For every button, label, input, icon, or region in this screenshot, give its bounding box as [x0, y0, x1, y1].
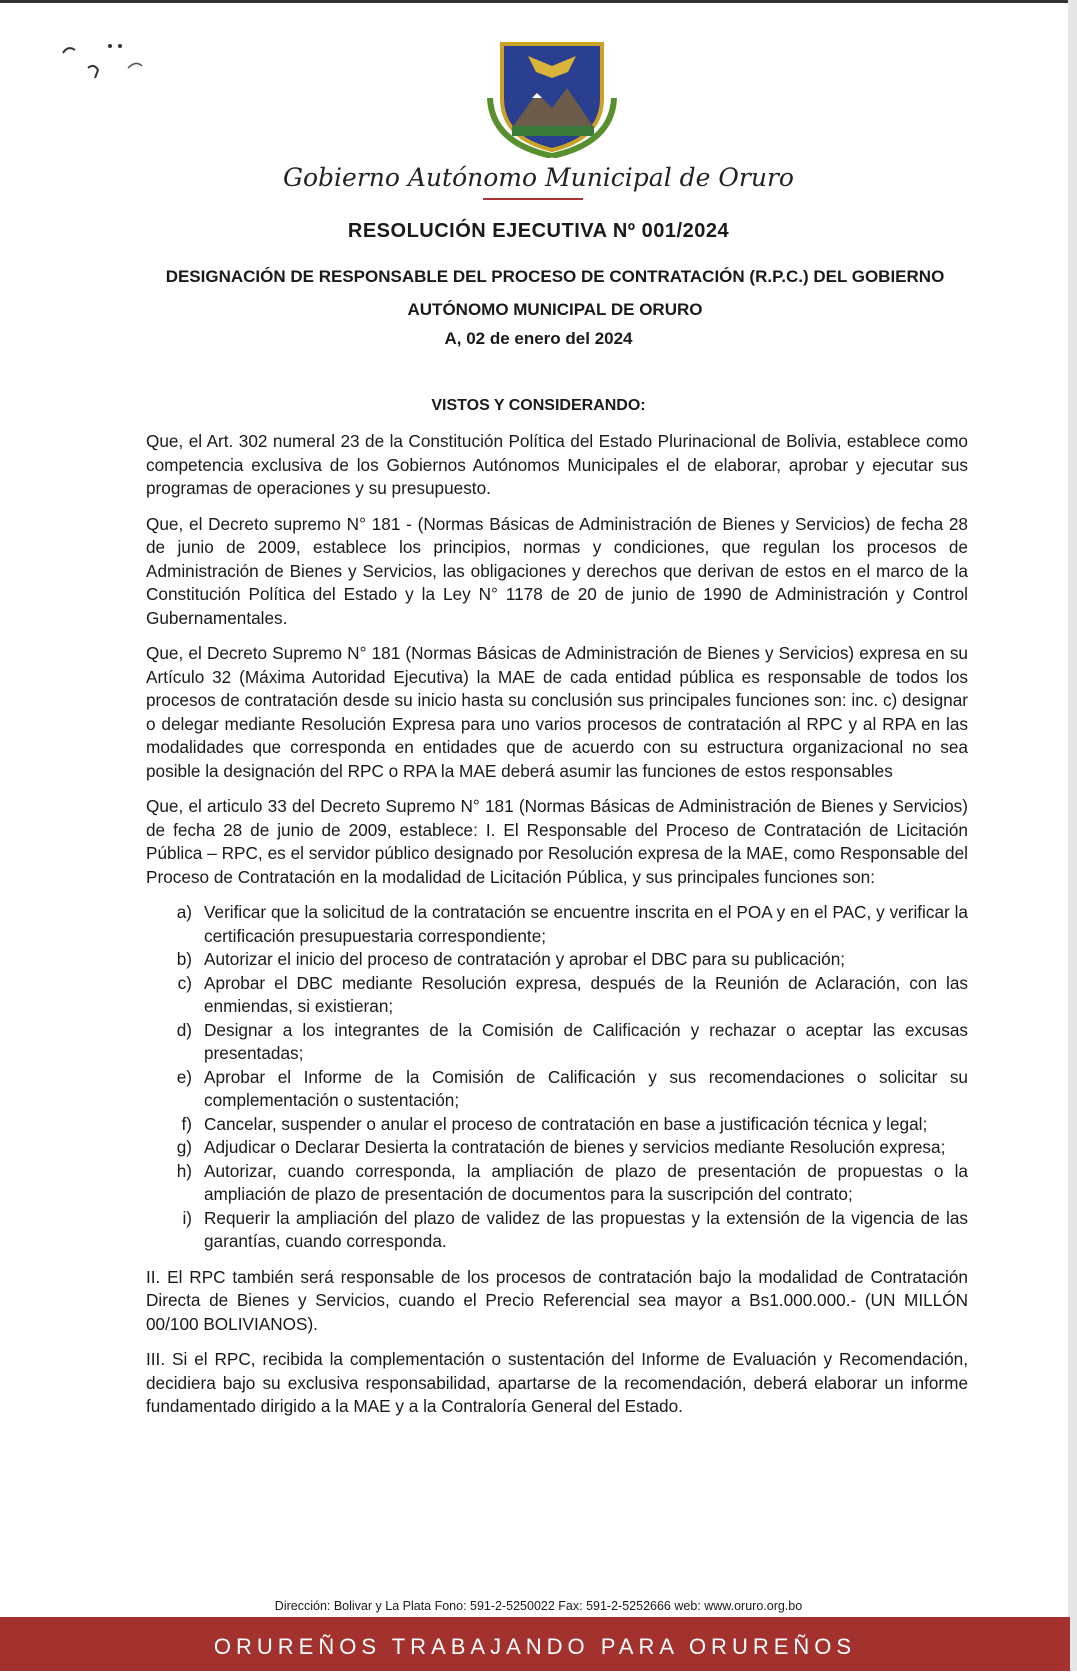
- list-item: [146, 901, 968, 948]
- list-letter: b): [176, 949, 192, 969]
- resolution-subject: DESIGNACIÓN DE RESPONSABLE DEL PROCESO DE CONTRATACIÓN (R.P.C.) DEL GOBIERNO AUTÓNOMO MUNICIPAL DE ORURO: [165, 267, 945, 319]
- list-item: [146, 1019, 968, 1066]
- list-item: [146, 1207, 968, 1254]
- paragraph-1: Que, el Art. 302 numeral 23 de la Constitución Política del Estado Plurinacional de Bolivia, establece como competencia exclusiva de los Gobiernos Autónomos Municipales el de elaborar, aprobar y ejecutar sus programas de operaciones y su presupuesto.: [146, 431, 968, 498]
- list-item: [146, 972, 968, 1019]
- page-top-border: [0, 0, 1070, 13]
- list-letter: h): [176, 1160, 192, 1181]
- list-text: Designar a los integrantes de la Comisión de Calificación y rechazar o aceptar las excusas presentadas;: [204, 1019, 968, 1063]
- list-text: Cancelar, suspender o anular el proceso de contratación en base a justificación técnica y legal;: [204, 1113, 928, 1134]
- document-body: [146, 430, 968, 1431]
- paragraph-5: II. El RPC también será responsable de los procesos de contratación bajo la modalidad de Contratación Directa de Bienes y Servicios, cuando el Precio Referencial sea mayor a Bs1.000.000.- (UN MILLÓN 00/100 BOLIVIANOS).: [146, 1266, 968, 1334]
- footer-slogan: ORUREÑOS TRABAJANDO PARA ORUREÑOS: [213, 1634, 857, 1659]
- list-letter: i): [182, 1207, 192, 1228]
- paragraph-3: Que, el Decreto Supremo N° 181 (Normas Básicas de Administración de Bienes y Servicios) expresa en su Artículo 32 (Máxima Autoridad Ejecutiva) la MAE de cada entidad pública es responsable de todos los procesos de contratación desde su inicio hasta su conclusión sus principales funciones son: inc. c) designar o delegar mediante Resolución Expresa para uno varios procesos de contratación al RPC y al RPA en las modalidades que corresponda en entidades que de acuerdo con su estructura organizacional no sea posible la designación del RPC o RPA la MAE deberá asumir las funciones de estos responsables: [146, 643, 968, 781]
- scan-edge: [1068, 0, 1077, 1671]
- list-item: [146, 1113, 968, 1137]
- list-letter: g): [176, 1137, 192, 1157]
- list-letter: a): [176, 902, 192, 922]
- list-text: Aprobar el Informe de la Comisión de Calificación y sus recomendaciones o solicitar su complementación o sustentación;: [204, 1066, 968, 1110]
- list-letter: e): [176, 1066, 192, 1087]
- functions-list: [146, 901, 968, 1254]
- paragraph-4: Que, el articulo 33 del Decreto Supremo N° 181 (Normas Básicas de Administración de Bienes y Servicios) de fecha 28 de junio de 2009, establece: I. El Responsable del Proceso de Contratación de Licitación Pública – RPC, es el servidor público designado por Resolución expresa de la MAE, como Responsable del Proceso de Contratación en la modalidad de Licitación Pública, y sus principales funciones son:: [146, 796, 968, 887]
- municipal-coat-of-arms-icon: [482, 38, 622, 158]
- resolution-date: A, 02 de enero del 2024: [444, 329, 633, 348]
- paragraph-6: III. Si el RPC, recibida la complementación o sustentación del Informe de Evaluación y Recomendación, decidiera bajo su exclusiva responsabilidad, apartarse de la recomendación, deberá elaborar un informe fundamentado dirigido a la MAE y a la Contraloría General del Estado.: [146, 1349, 968, 1416]
- section-heading: VISTOS Y CONSIDERANDO:: [431, 397, 646, 414]
- institution-name: Gobierno Autónomo Municipal de Oruro: [283, 163, 794, 192]
- list-item: [146, 1066, 968, 1113]
- resolution-title: RESOLUCIÓN EJECUTIVA Nº 001/2024: [347, 220, 730, 242]
- list-item: [146, 948, 968, 972]
- list-text: Autorizar, cuando corresponda, la ampliación de plazo de presentación de propuestas o la ampliación de plazo de presentación de documentos para la suscripción del contrato;: [204, 1160, 968, 1204]
- list-item: [146, 1136, 968, 1160]
- list-text: Aprobar el DBC mediante Resolución expresa, después de la Reunión de Aclaración, con las enmiendas, si existieran;: [204, 972, 968, 1016]
- list-letter: c): [177, 972, 192, 993]
- handwritten-marks: [58, 28, 158, 98]
- list-item: [146, 1160, 968, 1207]
- list-text: Adjudicar o Declarar Desierta la contratación de bienes y servicios mediante Resolución expresa;: [204, 1137, 946, 1157]
- list-text: Requerir la ampliación del plazo de validez de las propuestas y la extensión de la vigencia de las garantías, cuando corresponda.: [204, 1207, 968, 1251]
- list-text: Verificar que la solicitud de la contratación se encuentre inscrita en el POA y en el PAC, y verificar la certificación presupuestaria correspondiente;: [204, 902, 968, 946]
- divider: [483, 198, 583, 200]
- footer-address: Dirección: Bolivar y La Plata Fono: 591-2-5250022 Fax: 591-2-5252666 web: www.oruro.org.bo: [274, 1599, 803, 1613]
- paragraph-2: Que, el Decreto supremo N° 181 - (Normas Básicas de Administración de Bienes y Servicios) de fecha 28 de junio de 2009, establece los principios, normas y condiciones, que regulan los procesos de Administración de Bienes y Servicios, las obligaciones y derechos que derivan de estos en el marco de la Constitución Política del Estado y la Ley N° 1178 de 20 de junio de 1990 de Administración y Control Gubernamentales.: [146, 513, 968, 628]
- list-text: Autorizar el inicio del proceso de contratación y aprobar el DBC para su publicación;: [204, 949, 846, 969]
- list-letter: d): [176, 1019, 192, 1040]
- footer-slogan-band: [0, 1617, 1070, 1671]
- list-letter: f): [181, 1113, 192, 1134]
